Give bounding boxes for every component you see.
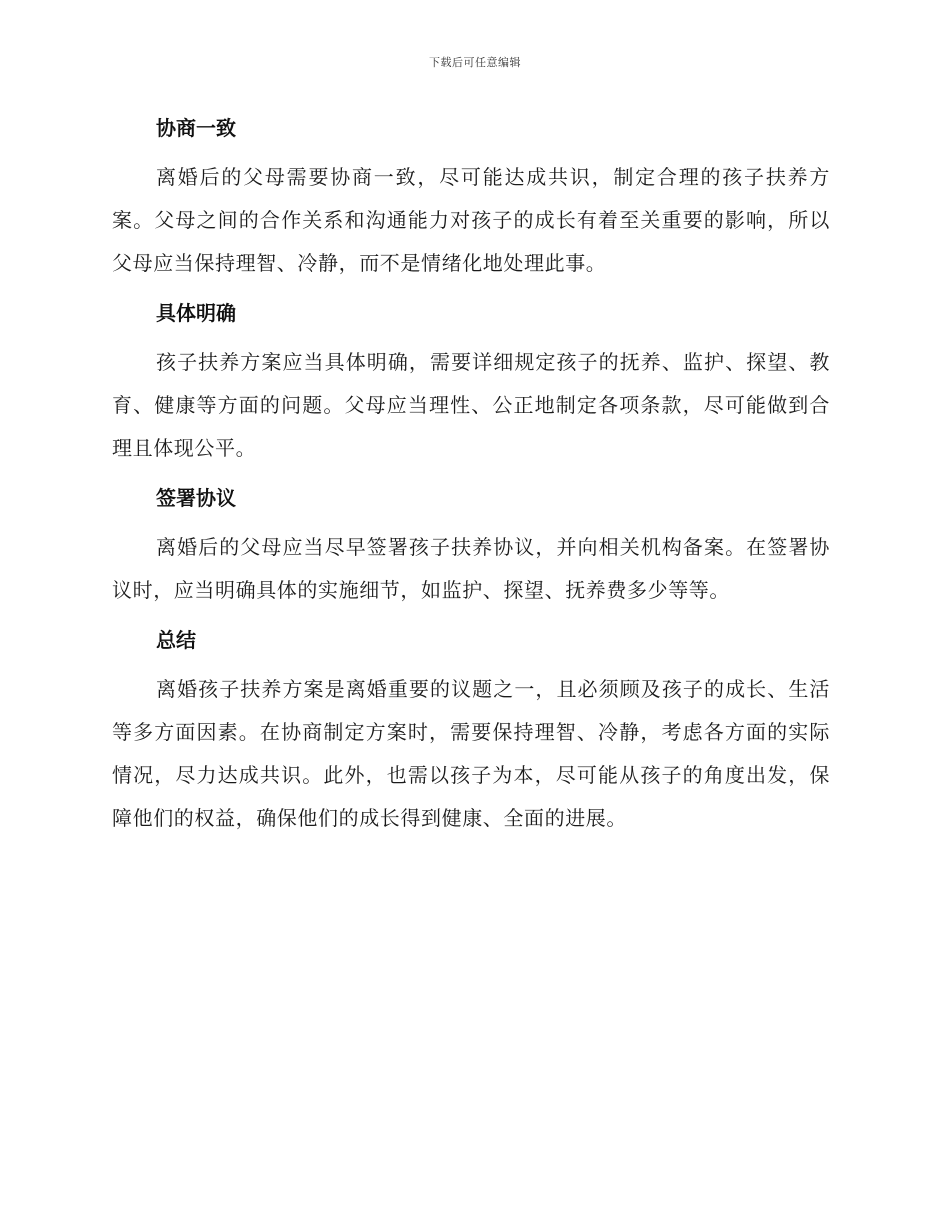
section-heading: 协商一致 [156, 116, 236, 140]
section-heading: 总结 [156, 628, 196, 652]
section-specific [112, 293, 830, 470]
section-heading: 签署协议 [156, 486, 236, 510]
section-paragraph: 孩子扶养方案应当具体明确，需要详细规定孩子的抚养、监护、探望、教育、健康等方面的问题。父母应当理性、公正地制定各项条款，尽可能做到合理且体现公平。 [112, 350, 830, 460]
section-paragraph: 离婚孩子扶养方案是离婚重要的议题之一，且必须顾及孩子的成长、生活等多方面因素。在协商制定方案时，需要保持理智、冷静，考虑各方面的实际情况，尽力达成共识。此外，也需以孩子为本，尽可能从孩子的角度出发，保障他们的权益，确保他们的成长得到健康、全面的进展。 [112, 677, 830, 830]
section-summary [112, 620, 830, 840]
section-negotiation [112, 108, 830, 285]
section-paragraph: 离婚后的父母需要协商一致，尽可能达成共识，制定合理的孩子扶养方案。父母之间的合作关系和沟通能力对孩子的成长有着至关重要的影响，所以父母应当保持理智、冷静，而不是情绪化地处理此事。 [112, 165, 830, 275]
document-content [112, 108, 830, 848]
section-heading: 具体明确 [156, 301, 236, 325]
header-note: 下载后可任意编辑 [429, 56, 521, 69]
section-sign-agreement [112, 478, 830, 612]
section-paragraph: 离婚后的父母应当尽早签署孩子扶养协议，并向相关机构备案。在签署协议时，应当明确具体的实施细节，如监护、探望、抚养费多少等等。 [112, 535, 830, 602]
